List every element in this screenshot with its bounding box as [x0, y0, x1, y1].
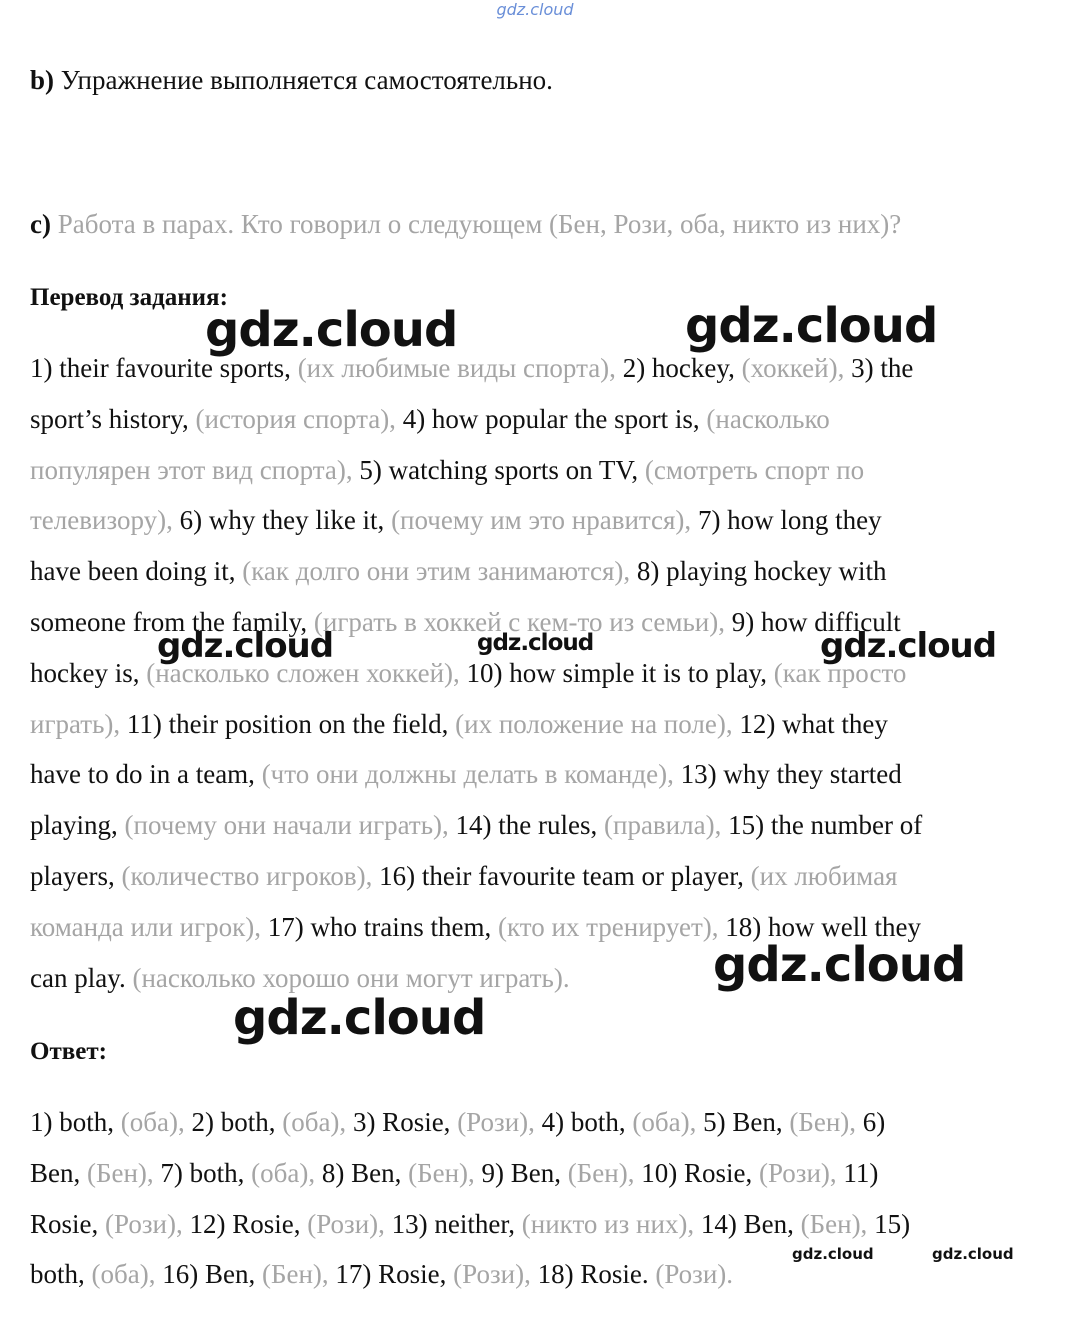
text-segment: 2) hockey,	[622, 353, 742, 383]
translation-gloss: (Рози),	[453, 1259, 538, 1290]
text-segment: playing,	[30, 810, 125, 841]
answer-line	[30, 1258, 733, 1290]
text-segment: 13) why they started	[680, 759, 902, 790]
translation-line	[30, 962, 570, 994]
translation-gloss: (почему им это нравится),	[391, 505, 698, 536]
text-segment: 18) Rosie.	[537, 1259, 656, 1290]
text-segment: 11)	[843, 1157, 879, 1188]
text-segment: Ben,	[30, 1157, 87, 1188]
translation-gloss: (количество игроков),	[121, 861, 380, 891]
text-segment: 3) Rosie,	[352, 1107, 458, 1137]
text-segment: 17) who trains them,	[267, 911, 499, 942]
translation-gloss: (Рози),	[457, 1107, 542, 1137]
watermark-stamp: gdz.cloud	[713, 937, 966, 993]
text-segment: 5) Ben,	[703, 1107, 790, 1137]
answer-heading: Ответ:	[30, 1038, 107, 1065]
translation-gloss: играть),	[30, 708, 127, 739]
text-segment: 6)	[862, 1107, 886, 1137]
text-segment: Rosie,	[30, 1208, 106, 1239]
text-segment: can play.	[30, 962, 133, 993]
translation-gloss: (насколько сложен хоккей),	[146, 657, 467, 688]
translation-gloss: (насколько	[706, 403, 830, 434]
section-b-letter: b)	[30, 65, 55, 95]
translation-line	[30, 809, 922, 841]
translation-gloss: (Бен),	[261, 1259, 336, 1290]
text-segment: 6) why they like it,	[179, 505, 392, 536]
translation-gloss: (оба),	[632, 1107, 704, 1137]
text-segment: 18) how well they	[725, 911, 921, 942]
translation-gloss: (Бен),	[789, 1107, 863, 1137]
translation-gloss: (Бен),	[567, 1157, 642, 1188]
section-c-letter: c)	[30, 209, 51, 239]
text-segment: 17) Rosie,	[335, 1259, 454, 1290]
text-segment: 9) Ben,	[481, 1157, 568, 1188]
text-segment: 1) both,	[30, 1107, 121, 1137]
translation-gloss: (Рози).	[655, 1259, 734, 1290]
text-segment: 15)	[874, 1208, 911, 1239]
text-segment: someone from the family,	[30, 607, 314, 637]
translation-gloss: (Рози),	[307, 1208, 392, 1239]
section-b-text: Упражнение выполняется самостоятельно.	[60, 65, 553, 95]
text-segment: 4) both,	[541, 1107, 633, 1137]
text-segment: 15) the number of	[728, 810, 923, 841]
text-segment: 12) what they	[739, 708, 888, 739]
translation-gloss: (как долго они этим занимаются),	[242, 556, 637, 587]
translation-gloss: (Бен),	[87, 1157, 161, 1188]
translation-line	[30, 708, 888, 740]
translation-gloss: (правила),	[604, 810, 729, 841]
translation-gloss: (кто их тренирует),	[498, 911, 726, 942]
text-segment: have to do in a team,	[30, 759, 262, 790]
translation-gloss: (их любимая	[750, 861, 898, 891]
text-segment: have been doing it,	[30, 556, 243, 587]
translation-gloss: (Бен),	[408, 1157, 482, 1188]
text-segment: 10) how simple it is to play,	[466, 657, 774, 688]
translation-gloss: популярен этот вид спорта),	[30, 454, 360, 485]
watermark-stamp: gdz.cloud	[157, 626, 334, 666]
text-segment: 4) how popular the sport is,	[402, 403, 707, 434]
translation-gloss: (история спорта),	[195, 403, 403, 434]
translation-line	[30, 860, 897, 892]
section-c-text: Работа в парах. Кто говорил о следующем (Бен, Рози, оба, никто из них)?	[57, 209, 902, 239]
text-segment: 16) Ben,	[162, 1259, 262, 1290]
watermark-stamp: gdz.cloud	[477, 630, 594, 656]
text-segment: 8) playing hockey with	[636, 556, 887, 587]
translation-line	[30, 403, 830, 435]
translation-line	[30, 454, 864, 486]
translation-gloss: (смотреть спорт по	[644, 454, 865, 485]
translation-gloss: (как просто	[773, 657, 907, 688]
translation-gloss: телевизору),	[30, 505, 180, 536]
translation-line	[30, 504, 882, 536]
text-segment: 7) both,	[160, 1157, 252, 1188]
translation-gloss: (играть в хоккей с кем-то из семьи),	[313, 607, 732, 637]
top-watermark: gdz.cloud	[496, 0, 574, 19]
text-segment: sport’s history,	[30, 403, 196, 434]
answer-line	[30, 1208, 910, 1240]
translation-gloss: команда или игрок),	[30, 911, 268, 942]
text-segment: 16) their favourite team or player,	[379, 861, 751, 891]
text-segment: 14) Ben,	[700, 1208, 801, 1239]
translation-line	[30, 352, 913, 384]
watermark-stamp: gdz.cloud	[820, 626, 997, 666]
watermark-stamp: gdz.cloud	[233, 990, 486, 1046]
translation-gloss: (Бен),	[800, 1208, 875, 1239]
text-segment: 14) the rules,	[455, 810, 604, 841]
text-segment: hockey is,	[30, 657, 147, 688]
text-segment: 11) their position on the field,	[126, 708, 456, 739]
text-segment: 3) the	[851, 353, 914, 383]
translation-gloss: (оба),	[251, 1157, 322, 1188]
section-b	[30, 64, 553, 96]
translation-gloss: (оба),	[91, 1259, 163, 1290]
text-segment: 8) Ben,	[321, 1157, 409, 1188]
translation-gloss: (почему они начали играть),	[124, 810, 456, 841]
watermark-stamp: gdz.cloud	[685, 298, 938, 354]
translation-gloss: (Рози),	[105, 1208, 190, 1239]
translation-gloss: (никто из них),	[521, 1208, 701, 1239]
translation-gloss: (хоккей),	[741, 353, 852, 383]
translation-gloss: (что они должны делать в команде),	[261, 759, 681, 790]
translation-heading: Перевод задания:	[30, 284, 228, 311]
section-c	[30, 208, 901, 240]
translation-gloss: (их любимые виды спорта),	[297, 353, 623, 383]
translation-gloss: (оба),	[120, 1107, 192, 1137]
text-segment: 12) Rosie,	[189, 1208, 308, 1239]
translation-gloss: (Рози),	[758, 1157, 844, 1188]
text-segment: 7) how long they	[697, 505, 882, 536]
translation-gloss: (оба),	[282, 1107, 353, 1137]
text-segment: 5) watching sports on TV,	[359, 454, 645, 485]
text-segment: players,	[30, 861, 122, 891]
translation-line	[30, 555, 887, 587]
text-segment: 9) how difficult	[731, 607, 901, 637]
text-segment: 2) both,	[191, 1107, 283, 1137]
watermark-stamp: gdz.cloud	[932, 1245, 1014, 1263]
watermark-stamp: gdz.cloud	[792, 1245, 874, 1263]
answer-line	[30, 1157, 878, 1189]
text-segment: both,	[30, 1259, 92, 1290]
translation-gloss: (насколько хорошо они могут играть).	[132, 962, 570, 993]
translation-line	[30, 758, 902, 790]
text-segment: 1) their favourite sports,	[30, 353, 298, 383]
text-segment: 13) neither,	[391, 1208, 522, 1239]
answer-line	[30, 1106, 885, 1138]
text-segment: 10) Rosie,	[641, 1157, 759, 1188]
translation-gloss: (их положение на поле),	[455, 708, 740, 739]
watermark-stamp: gdz.cloud	[205, 302, 458, 358]
